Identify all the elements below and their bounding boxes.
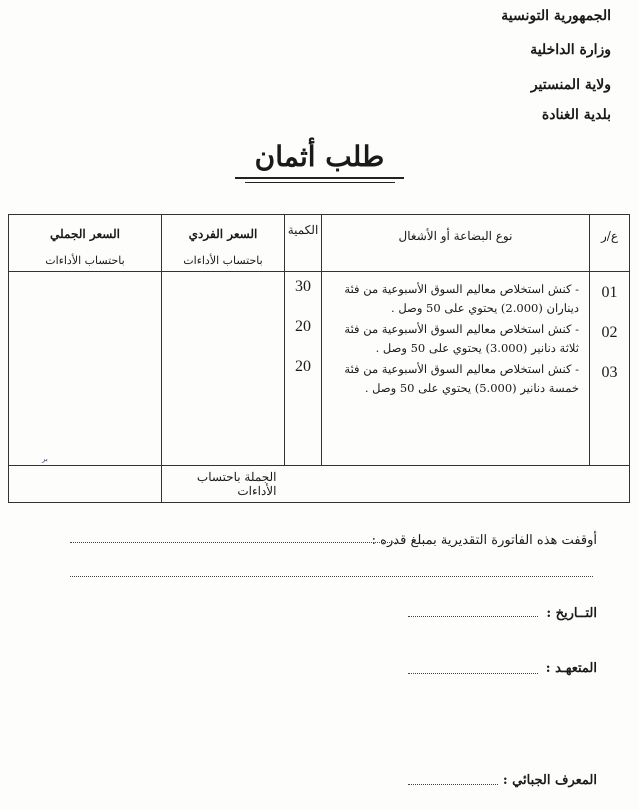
amount-line-2 — [70, 576, 593, 577]
row-description-line2: ثلاثة دنانير (3.000) يحتوي على 50 وصل . — [375, 341, 579, 355]
row-description-line1: - كنش استخلاص معاليم السوق الأسبوعية من فئة — [344, 362, 579, 376]
header-unit-price-sub: باحتساب الأداءات — [183, 254, 263, 267]
row-qty: 20 — [295, 358, 311, 375]
ink-mark: بر — [42, 455, 48, 463]
table-total-row — [9, 466, 630, 503]
row-description — [328, 280, 579, 320]
title-underline — [245, 182, 395, 183]
num-column — [590, 272, 630, 466]
row-description-line2: ديناران (2.000) يحتوي على 50 وصل . — [391, 301, 579, 315]
row-num: 01 — [601, 284, 618, 301]
total-spacer — [285, 466, 630, 503]
amount-label: أوقفت هذه الفاتورة التقديرية بمبلغ قدره : — [371, 533, 597, 548]
row-num: 02 — [601, 324, 618, 341]
row-qty: 30 — [295, 278, 311, 295]
header-total-price — [9, 215, 162, 272]
header-unit-price-label: السعر الفردي — [188, 227, 258, 241]
municipality-label: بلدية الغنادة — [541, 107, 611, 123]
header-qty: الكمية — [285, 215, 322, 272]
tax-id-line — [408, 784, 498, 785]
tax-id-label: المعرف الجبائي : — [502, 773, 597, 788]
date-line — [408, 616, 538, 617]
table-body-row — [9, 272, 630, 466]
header-total-price-sub: باحتساب الأداءات — [45, 254, 125, 267]
price-request-table — [8, 214, 630, 503]
row-qty: 20 — [295, 318, 311, 335]
ministry-label: وزارة الداخلية — [530, 42, 611, 58]
contractor-line — [408, 673, 538, 674]
header-num: ع/ر — [590, 215, 630, 272]
governorate-label: ولاية المنستير — [530, 77, 611, 93]
row-num: 03 — [601, 364, 618, 381]
row-description — [328, 320, 579, 360]
amount-line — [70, 542, 398, 543]
republic-label: الجمهورية التونسية — [501, 8, 611, 24]
header-total-price-label: السعر الجملي — [50, 227, 120, 241]
total-empty — [9, 466, 162, 503]
qty-column — [285, 272, 322, 466]
description-column — [322, 272, 590, 466]
row-description — [328, 360, 579, 400]
header-type: نوع البضاعة أو الأشغال — [322, 215, 590, 272]
row-description-line1: - كنش استخلاص معاليم السوق الأسبوعية من فئة — [344, 322, 579, 336]
total-price-column — [9, 272, 162, 466]
total-label: الجملة باحتساب الأداءات — [162, 466, 285, 503]
date-label: التــاريخ : — [546, 606, 597, 621]
contractor-label: المتعهـد : — [545, 661, 597, 676]
row-description-line1: - كنش استخلاص معاليم السوق الأسبوعية من فئة — [344, 282, 579, 296]
title-block — [0, 140, 639, 183]
table-header-row — [9, 215, 630, 272]
row-description-line2: خمسة دنانير (5.000) يحتوي على 50 وصل . — [364, 381, 579, 395]
document-title: طلب أثمان — [235, 140, 405, 179]
unit-price-column — [162, 272, 285, 466]
header-unit-price — [162, 215, 285, 272]
